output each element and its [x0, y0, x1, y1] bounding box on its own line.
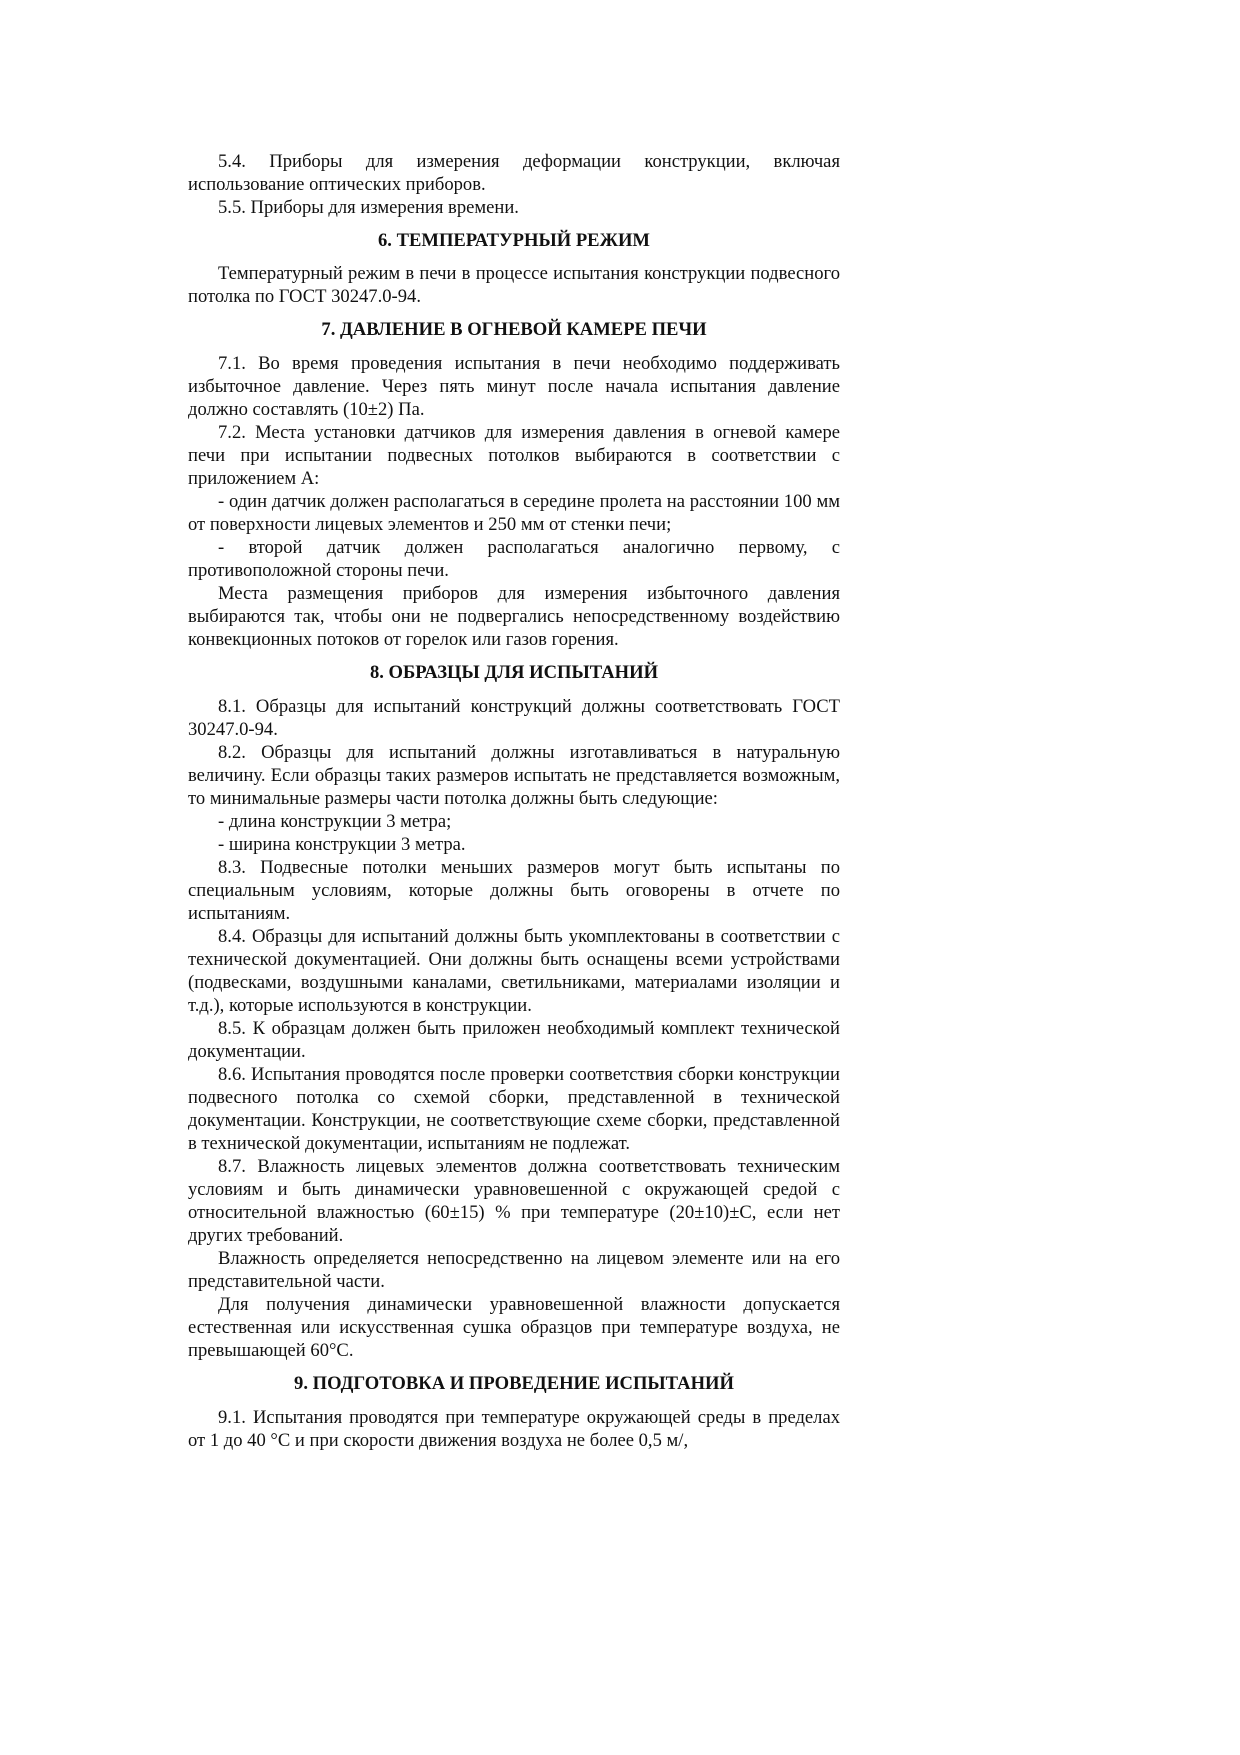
paragraph-8-9: Для получения динамически уравновешенной влажности допускается естественная или искусственная сушка образцов при температуре воздуха, не превышающей 60°С. [188, 1294, 840, 1361]
paragraph-8-4: 8.4. Образцы для испытаний должны быть укомплектованы в соответствии с технической документацией. Они должны быть оснащены всеми устройствами (подвесками, воздушными каналами, светильниками, материалами изоляции и т.д.), которые используются в конструкции. [188, 926, 840, 1016]
paragraph-8-5: 8.5. К образцам должен быть приложен необходимый комплект технической документации. [188, 1018, 840, 1062]
paragraph-8-8: Влажность определяется непосредственно на лицевом элементе или на его представительной части. [188, 1248, 840, 1292]
paragraph-8-2: 8.2. Образцы для испытаний должны изготавливаться в натуральную величину. Если образцы таких размеров испытать не представляется возможным, то минимальные размеры части потолка должны быть следующие: [188, 742, 840, 809]
paragraph-9-1: 9.1. Испытания проводятся при температуре окружающей среды в пределах от 1 до 40 °С и при скорости движения воздуха не более 0,5 м/, [188, 1407, 840, 1451]
paragraph-8-6: 8.6. Испытания проводятся после проверки соответствия сборки конструкции подвесного потолка со схемой сборки, представленной в технической документации. Конструкции, не соответствующие схеме сборки, представленной в технической документации, испытаниям не подлежат. [188, 1064, 840, 1154]
paragraph-5-4: 5.4. Приборы для измерения деформации конструкции, включая использование оптических приборов. [188, 151, 840, 195]
document-page [188, 150, 840, 1452]
paragraph-7-2: 7.2. Места установки датчиков для измерения давления в огневой камере печи при испытании подвесных потолков выбираются в соответствии с приложением А: [188, 422, 840, 489]
paragraph-8-2-item-2: - ширина конструкции 3 метра. [218, 834, 466, 855]
paragraph-7-2-item-1: - один датчик должен располагаться в середине пролета на расстоянии 100 мм от поверхности лицевых элементов и 250 мм от стенки печи; [188, 491, 840, 535]
paragraph-6-1: Температурный режим в печи в процессе испытания конструкции подвесного потолка по ГОСТ 30247.0-94. [188, 263, 840, 307]
paragraph-8-2-item-1: - длина конструкции 3 метра; [218, 811, 452, 832]
paragraph-7-3: Места размещения приборов для измерения избыточного давления выбираются так, чтобы они не подвергались непосредственному воздействию конвекционных потоков от горелок или газов горения. [188, 583, 840, 650]
section-6-heading: 6. ТЕМПЕРАТУРНЫЙ РЕЖИМ [378, 230, 650, 251]
section-9-heading: 9. ПОДГОТОВКА И ПРОВЕДЕНИЕ ИСПЫТАНИЙ [294, 1373, 734, 1394]
paragraph-8-1: 8.1. Образцы для испытаний конструкций должны соответствовать ГОСТ 30247.0-94. [188, 696, 840, 740]
paragraph-7-1: 7.1. Во время проведения испытания в печи необходимо поддерживать избыточное давление. Через пять минут после начала испытания давление должно составлять (10±2) Па. [188, 353, 840, 420]
paragraph-7-2-item-2: - второй датчик должен располагаться аналогично первому, с противоположной стороны печи. [188, 537, 840, 581]
paragraph-5-5: 5.5. Приборы для измерения времени. [218, 197, 519, 218]
paragraph-8-7: 8.7. Влажность лицевых элементов должна соответствовать техническим условиям и быть динамически уравновешенной с окружающей средой с относительной влажностью (60±15) % при температуре (20±10)±С, если нет других требований. [188, 1156, 840, 1246]
section-8-heading: 8. ОБРАЗЦЫ ДЛЯ ИСПЫТАНИЙ [369, 662, 659, 683]
section-7-heading: 7. ДАВЛЕНИЕ В ОГНЕВОЙ КАМЕРЕ ПЕЧИ [321, 319, 707, 340]
paragraph-8-3: 8.3. Подвесные потолки меньших размеров могут быть испытаны по специальным условиям, которые должны быть оговорены в отчете по испытаниям. [188, 857, 840, 924]
